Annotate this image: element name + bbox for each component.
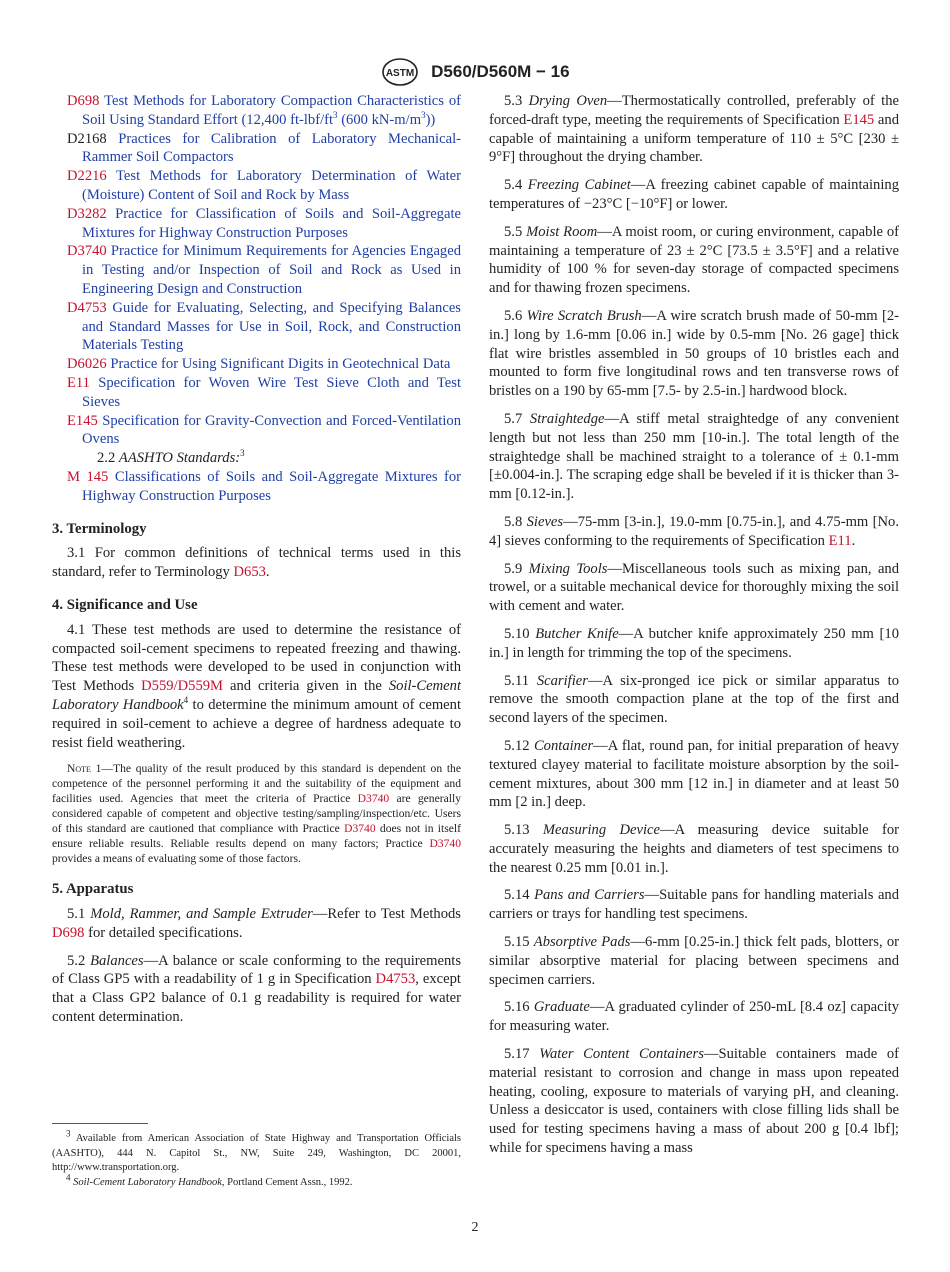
paragraph: 5.1 Mold, Rammer, and Sample Extruder—Refer to Test Methods D698 for detailed specifications. — [52, 906, 461, 941]
inline-link[interactable]: E145 — [843, 111, 875, 128]
reference-title[interactable]: Test Methods for Laboratory Determination of Water (Moisture) Content of Soil and Rock by Mass — [82, 168, 461, 203]
reference-title[interactable]: Practices for Calibration of Laboratory Mechanical-Rammer Soil Compactors — [82, 130, 461, 166]
right-column — [489, 92, 899, 1167]
reference-title[interactable]: Specification for Woven Wire Test Sieve Cloth and Test Sieves — [82, 374, 461, 410]
note: Note 1—The quality of the result produced by this standard is dependent on the competence of the personnel performing it and the suitability of the equipment and facilities used. Agencies that meet the criteria of Practice D3740 are generally considered capable of competent and objective testing/sampling/inspection/etc. Users of this standard are cautioned that compliance with Practice D3740 does not in itself ensure reliable results. Reliable results depend on many factors; Practice D3740 provides a means of evaluating some of those factors. — [52, 762, 461, 866]
section-heading: 3. Terminology — [52, 520, 147, 537]
inline-link[interactable]: D698 — [52, 924, 85, 941]
page-header — [0, 57, 950, 87]
inline-link[interactable]: D4753 — [375, 971, 416, 988]
paragraph: 5.3 Drying Oven—Thermostatically controlled, preferably of the forced-draft type, meeting the requirements of Specification E145 and capable of maintaining a uniform temperature of 110 ± 5°C [230 ± 9°F] throughout the drying chamber. — [489, 93, 899, 166]
reference-entry — [67, 299, 461, 355]
paragraph: 3.1 For common definitions of technical terms used in this standard, refer to Terminology D653. — [52, 545, 461, 581]
inline-link[interactable]: D3740 — [357, 792, 390, 806]
reference-entry — [67, 205, 461, 243]
reference-code-link[interactable]: D698 — [67, 93, 100, 109]
footnote-divider — [52, 1123, 148, 1124]
paragraph: 5.14 Pans and Carriers—Suitable pans for handling materials and carriers or trays for handling test specimens. — [489, 887, 900, 923]
paragraph: 5.8 Sieves—75-mm [3-in.], 19.0-mm [0.75-in.], and 4.75-mm [No. 4] sieves conforming to the requirements of Specification E11. — [489, 513, 899, 549]
paragraph: 5.11 Scarifier—A six-pronged ice pick or similar apparatus to remove the smooth compaction plane at the top of the first and second layers of the specimen. — [489, 672, 900, 727]
designation: D560/D560M − 16 — [431, 62, 570, 81]
reference-entry — [67, 92, 461, 130]
footnote: $^3$ Available from American Association of State Highway and Transportation Officials (AASHTO), 444 N. Capitol St., NW, Suite 249, Washington, DC 20001, http://www.transportation.org. — [52, 1128, 461, 1173]
paragraph: 5.4 Freezing Cabinet—A freezing cabinet capable of maintaining temperatures of −23°C [−10°F] or lower. — [489, 177, 899, 212]
paragraph: 5.10 Butcher Knife—A butcher knife approximately 250 mm [10 in.] in length for trimming the top of the specimens. — [489, 625, 899, 661]
inline-link[interactable]: D653 — [233, 564, 266, 581]
reference-code-link[interactable]: E145 — [67, 412, 98, 429]
reference-code-link[interactable]: D2216 — [67, 168, 107, 185]
reference-entry — [67, 468, 461, 506]
reference-entry — [67, 130, 461, 168]
paragraph: 5.17 Water Content Containers—Suitable containers made of material resistant to corrosion and change in mass upon repeated heating, cooling, exposure to materials of varying pH, and cleaning. Unless a desiccator is used, containers with close filling lids shall be used for testing specimens having a mass of about 200 g [0.4 lbf]; while for specimens having a mass — [489, 1046, 899, 1157]
section-heading: 5. Apparatus — [52, 881, 134, 898]
paragraph: 5.13 Measuring Device—A measuring device suitable for accurately measuring the heights and diameters of test specimens to the nearest 0.25 mm [0.01 in.]. — [489, 822, 899, 876]
paragraph: 4.1 These test methods are used to determine the resistance of compacted soil-cement specimens to repeated freezing and thawing. These test methods were developed to be used in conjunction with Test Methods D559/D559M and criteria given in the Soil-Cement Laboratory Handbook$^4$ to determine the minimum amount of cement required in soil-cement to achieve a degree of hardness adequate to resist field weathering. — [52, 621, 462, 751]
paragraph: 5.5 Moist Room—A moist room, or curing environment, capable of maintaining a temperature of 23 ± 2°C [73.5 ± 3.5°F] and a relative humidity of 100 % for seven-day storage of compacted specimens and for thawing frozen specimens. — [489, 223, 899, 297]
paragraph: 5.15 Absorptive Pads—6-mm [0.25-in.] thick felt pads, blotters, or similar absorptive material for placing between specimens and specimen carriers. — [489, 934, 899, 988]
paragraph: 5.2 Balances—A balance or scale conforming to the requirements of Class GP5 with a readability of 1 g in Specification D4753, except that a Class GP2 balance of 0.1 g readability is required for water content determination. — [52, 952, 462, 1026]
reference-code-link[interactable]: D3282 — [67, 205, 107, 222]
reference-code-link[interactable]: D6026 — [67, 356, 107, 373]
reference-title[interactable]: Classifications of Soils and Soil-Aggregate Mixtures for Highway Construction Purposes — [82, 468, 462, 504]
left-column — [52, 92, 461, 1036]
reference-title[interactable]: Guide for Evaluating, Selecting, and Specifying Balances and Standard Masses for Use in Soil, Rock, and Construction Materials Testing — [82, 299, 461, 354]
reference-code-link[interactable]: E11 — [67, 374, 90, 391]
reference-title[interactable]: Specification for Gravity-Convection and Forced-Ventilation Ovens — [82, 412, 461, 448]
inline-link[interactable]: D3740 — [344, 822, 376, 836]
reference-entry — [67, 167, 461, 205]
reference-code-link[interactable]: D4753 — [67, 299, 107, 316]
inline-link[interactable]: E11 — [828, 532, 852, 549]
footnotes — [52, 1128, 461, 1190]
reference-title[interactable]: Practice for Classification of Soils and Soil-Aggregate Mixtures for Highway Construction Purposes — [82, 205, 461, 241]
reference-code-link[interactable]: D3740 — [67, 243, 107, 260]
footnote: $^4$ Soil-Cement Laboratory Handbook, Portland Cement Assn., 1992. — [66, 1172, 353, 1188]
reference-code: D2168 — [67, 130, 107, 147]
inline-link[interactable]: D559/D559M — [141, 678, 224, 695]
astm-logo-icon — [380, 57, 420, 87]
paragraph: 5.7 Straightedge—A stiff metal straightedge of any convenient length but not less than 250 mm [10-in.]. The total length of the straightedge shall be machined straight to a tolerance of ± 0.1-mm [±0.004-in.]. The scraping edge shall be beveled if it is thicker than 3-mm [0.12-in.]. — [489, 410, 899, 503]
page-number: 2 — [471, 1220, 479, 1235]
reference-entry — [67, 374, 461, 412]
paragraph: 5.12 Container—A flat, round pan, for initial preparation of heavy textured clayey material to facilitate moisture absorption by the soil-cement mixtures, about 300 mm [12 in.] in diameter and at least 50 mm [2 in.] deep. — [489, 737, 899, 811]
section-heading: 4. Significance and Use — [52, 596, 198, 613]
reference-entry — [67, 412, 461, 450]
paragraph: 5.16 Graduate—A graduated cylinder of 250-mL [8.4 oz] capacity for measuring water. — [489, 999, 900, 1035]
reference-entry — [67, 242, 461, 298]
inline-link[interactable]: D3740 — [429, 837, 461, 851]
reference-entry — [67, 355, 461, 374]
reference-code-link[interactable]: M 145 — [67, 468, 109, 485]
paragraph: 5.9 Mixing Tools—Miscellaneous tools such as mixing pan, and trowel, or a suitable mechanical device for thoroughly mixing the soil with cement and water. — [489, 560, 900, 615]
reference-title[interactable]: Practice for Using Significant Digits in Geotechnical Data — [110, 356, 451, 373]
aashto-subheading: 2.2 AASHTO Standards:$^3$ — [97, 448, 245, 467]
paragraph: 5.6 Wire Scratch Brush—A wire scratch brush made of 50-mm [2-in.] long by 1.6-mm [0.06 in.] wide by 0.5-mm [No. 26 gage] thick flat wire bristles assembled in 50 groups of 10 bristles each and mounted to form five longitudinal rows and ten transverse rows of bristles on a 190 by 65-mm [7.5- by 2.5-in.] hardwood block. — [489, 307, 900, 400]
reference-title[interactable]: Practice for Minimum Requirements for Agencies Engaged in Testing and/or Inspection of Soil and Rock as Used in Engineering Design and Construction — [82, 243, 461, 297]
svg-text:ASTM: ASTM — [386, 68, 415, 79]
reference-title[interactable]: Test Methods for Laboratory Compaction Characteristics of Soil Using Standard Effort (12,400 $ft-lbf/ft^3$ (600 $kN-m/m^3$)) — [82, 93, 461, 128]
